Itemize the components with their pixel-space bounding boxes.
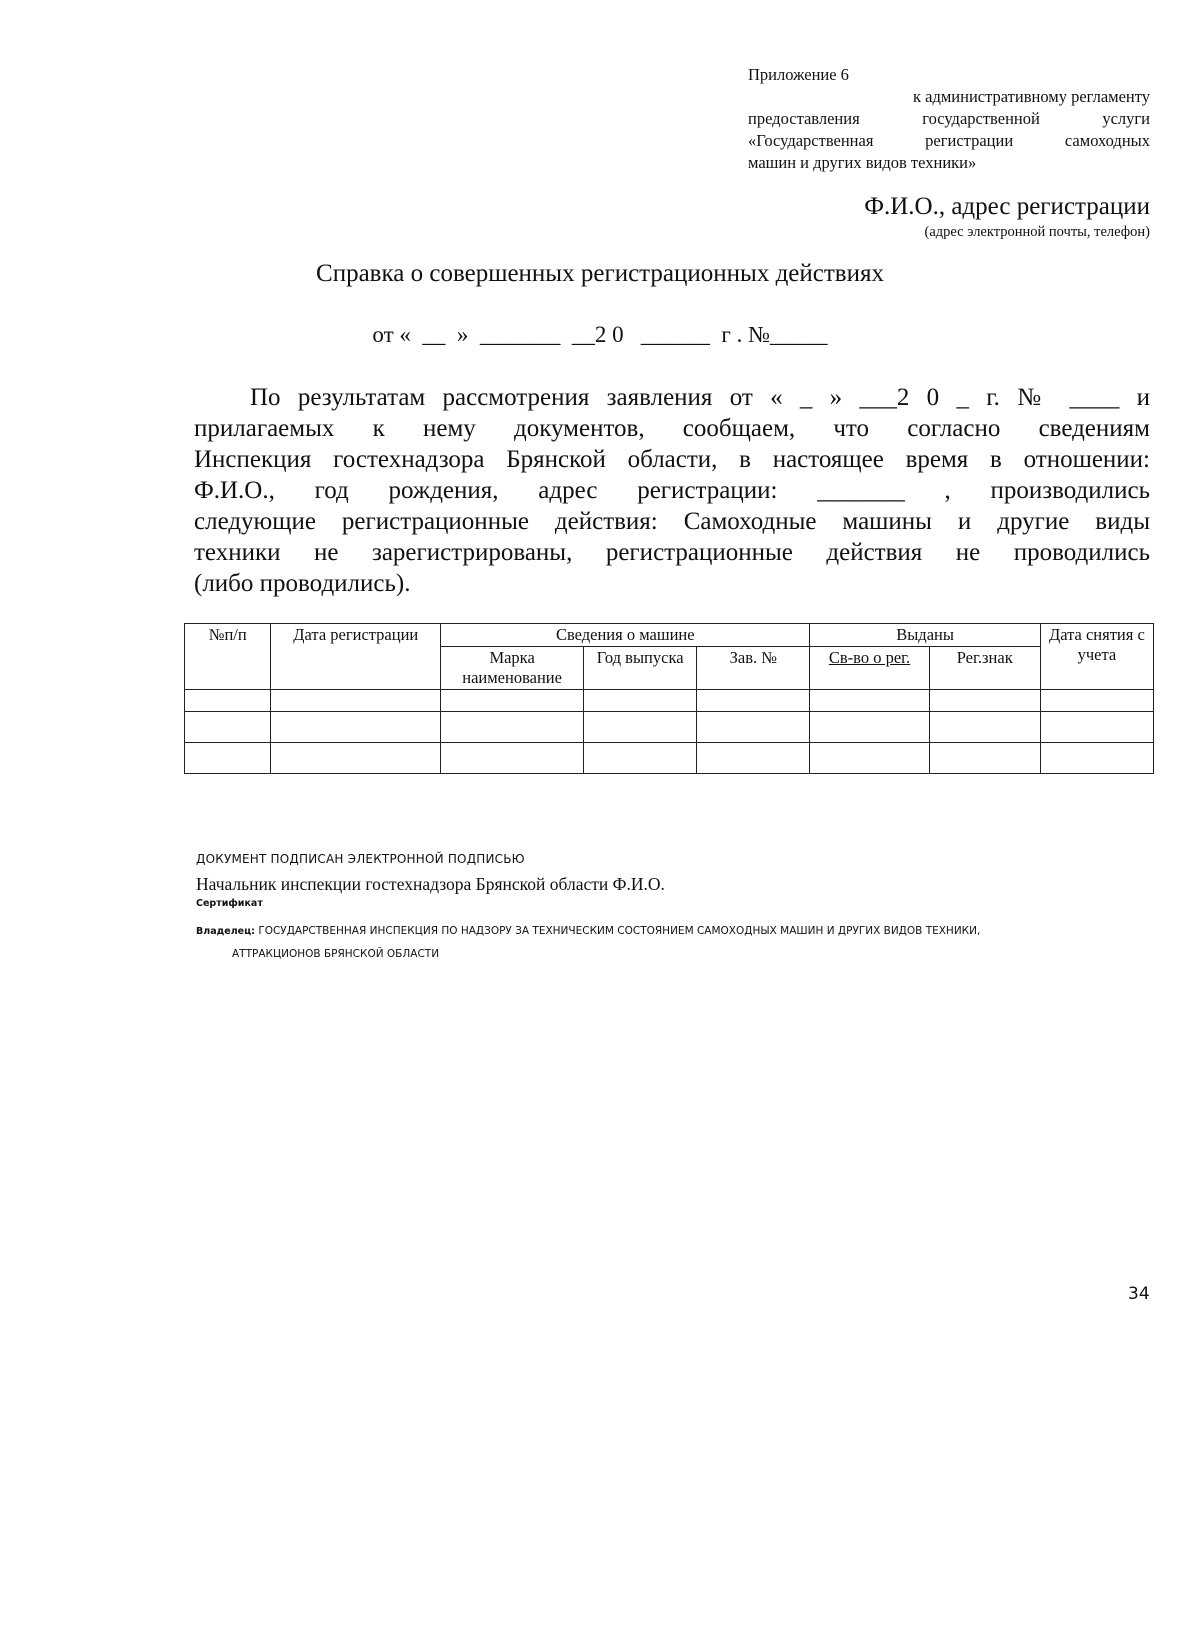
table-cell[interactable]	[271, 743, 441, 774]
header-issued: Выданы	[810, 624, 1040, 647]
table-cell[interactable]	[185, 743, 271, 774]
body-text	[194, 382, 1150, 599]
owner-line-1: ГОСУДАРСТВЕННАЯ ИНСПЕКЦИЯ ПО НАДЗОРУ ЗА ТЕХНИЧЕСКИМ СОСТОЯНИЕМ САМОХОДНЫХ МАШИН И ДРУГИХ ВИДОВ ТЕХНИКИ,	[258, 925, 981, 937]
appendix-line-3: предоставления государственной услуги	[748, 109, 1150, 128]
page-number: 34	[1128, 1284, 1150, 1304]
table-cell[interactable]	[1040, 712, 1153, 743]
table-cell[interactable]	[584, 712, 697, 743]
table-cell[interactable]	[271, 690, 441, 712]
body-line: техники не зарегистрированы, регистрационные действия не проводились	[194, 539, 1150, 566]
table-cell[interactable]	[1040, 690, 1153, 712]
body-line: (либо проводились).	[194, 570, 411, 597]
table-cell[interactable]	[810, 690, 929, 712]
table-cell[interactable]	[697, 743, 810, 774]
table-cell[interactable]	[810, 743, 929, 774]
table-cell[interactable]	[697, 712, 810, 743]
table-row	[185, 712, 1154, 743]
subheader-certificate: Св-во о рег.	[810, 647, 929, 690]
table-cell[interactable]	[185, 690, 271, 712]
subheader-plate: Рег.знак	[929, 647, 1040, 690]
table-cell[interactable]	[271, 712, 441, 743]
appendix-line-1: Приложение 6	[748, 65, 849, 84]
owner-label: Владелец:	[196, 926, 255, 937]
appendix-line-4: «Государственная регистрации самоходных	[748, 131, 1150, 150]
table-cell[interactable]	[584, 690, 697, 712]
signature-certificate-label: Сертификат	[196, 898, 263, 909]
signature-owner	[196, 920, 1156, 965]
body-line: Инспекция гостехнадзора Брянской области, в настоящее время в отношении:	[194, 446, 1150, 473]
appendix-line-5: машин и других видов техники»	[748, 153, 977, 172]
table-cell[interactable]	[441, 712, 584, 743]
date-line: от « __ » _______ __2 0 ______ г . №_____	[372, 322, 828, 347]
table-cell[interactable]	[697, 690, 810, 712]
header-machine-info: Сведения о машине	[441, 624, 810, 647]
signature-chief: Начальник инспекции гостехнадзора Брянской области Ф.И.О.	[196, 874, 665, 894]
header-date-reg: Дата регистрации	[271, 624, 441, 690]
subheader-year: Год выпуска	[584, 647, 697, 690]
registration-table	[184, 623, 1154, 774]
document-title: Справка о совершенных регистрационных действиях	[316, 260, 884, 287]
header-num: №п/п	[185, 624, 271, 690]
table-row	[185, 743, 1154, 774]
subheader-serial: Зав. №	[697, 647, 810, 690]
appendix-line-2: к административному регламенту	[913, 87, 1150, 106]
body-line: прилагаемых к нему документов, сообщаем, что согласно сведениям	[194, 415, 1150, 442]
table-cell[interactable]	[441, 690, 584, 712]
table-cell[interactable]	[1040, 743, 1153, 774]
body-line: Ф.И.О., год рождения, адрес регистрации: _______ , производились	[194, 477, 1150, 504]
header-date-removal: Дата снятия с учета	[1040, 624, 1153, 690]
recipient-fio: Ф.И.О., адрес регистрации	[864, 193, 1150, 220]
recipient-contact: (адрес электронной почты, телефон)	[924, 224, 1150, 240]
table-cell[interactable]	[929, 712, 1040, 743]
table-cell[interactable]	[810, 712, 929, 743]
table-cell[interactable]	[584, 743, 697, 774]
body-line: По результатам рассмотрения заявления от « _ » ___2 0 _ г. № ____ и	[250, 384, 1150, 411]
table-cell[interactable]	[185, 712, 271, 743]
body-line: следующие регистрационные действия: Самоходные машины и другие виды	[194, 508, 1150, 535]
subheader-brand: Марка наименование	[441, 647, 584, 690]
table-cell[interactable]	[929, 690, 1040, 712]
signature-header: ДОКУМЕНТ ПОДПИСАН ЭЛЕКТРОННОЙ ПОДПИСЬЮ	[196, 852, 525, 866]
owner-line-2: АТТРАКЦИОНОВ БРЯНСКОЙ ОБЛАСТИ	[232, 948, 440, 960]
table-row	[185, 690, 1154, 712]
appendix-header	[748, 64, 1150, 174]
table-cell[interactable]	[441, 743, 584, 774]
table-cell[interactable]	[929, 743, 1040, 774]
